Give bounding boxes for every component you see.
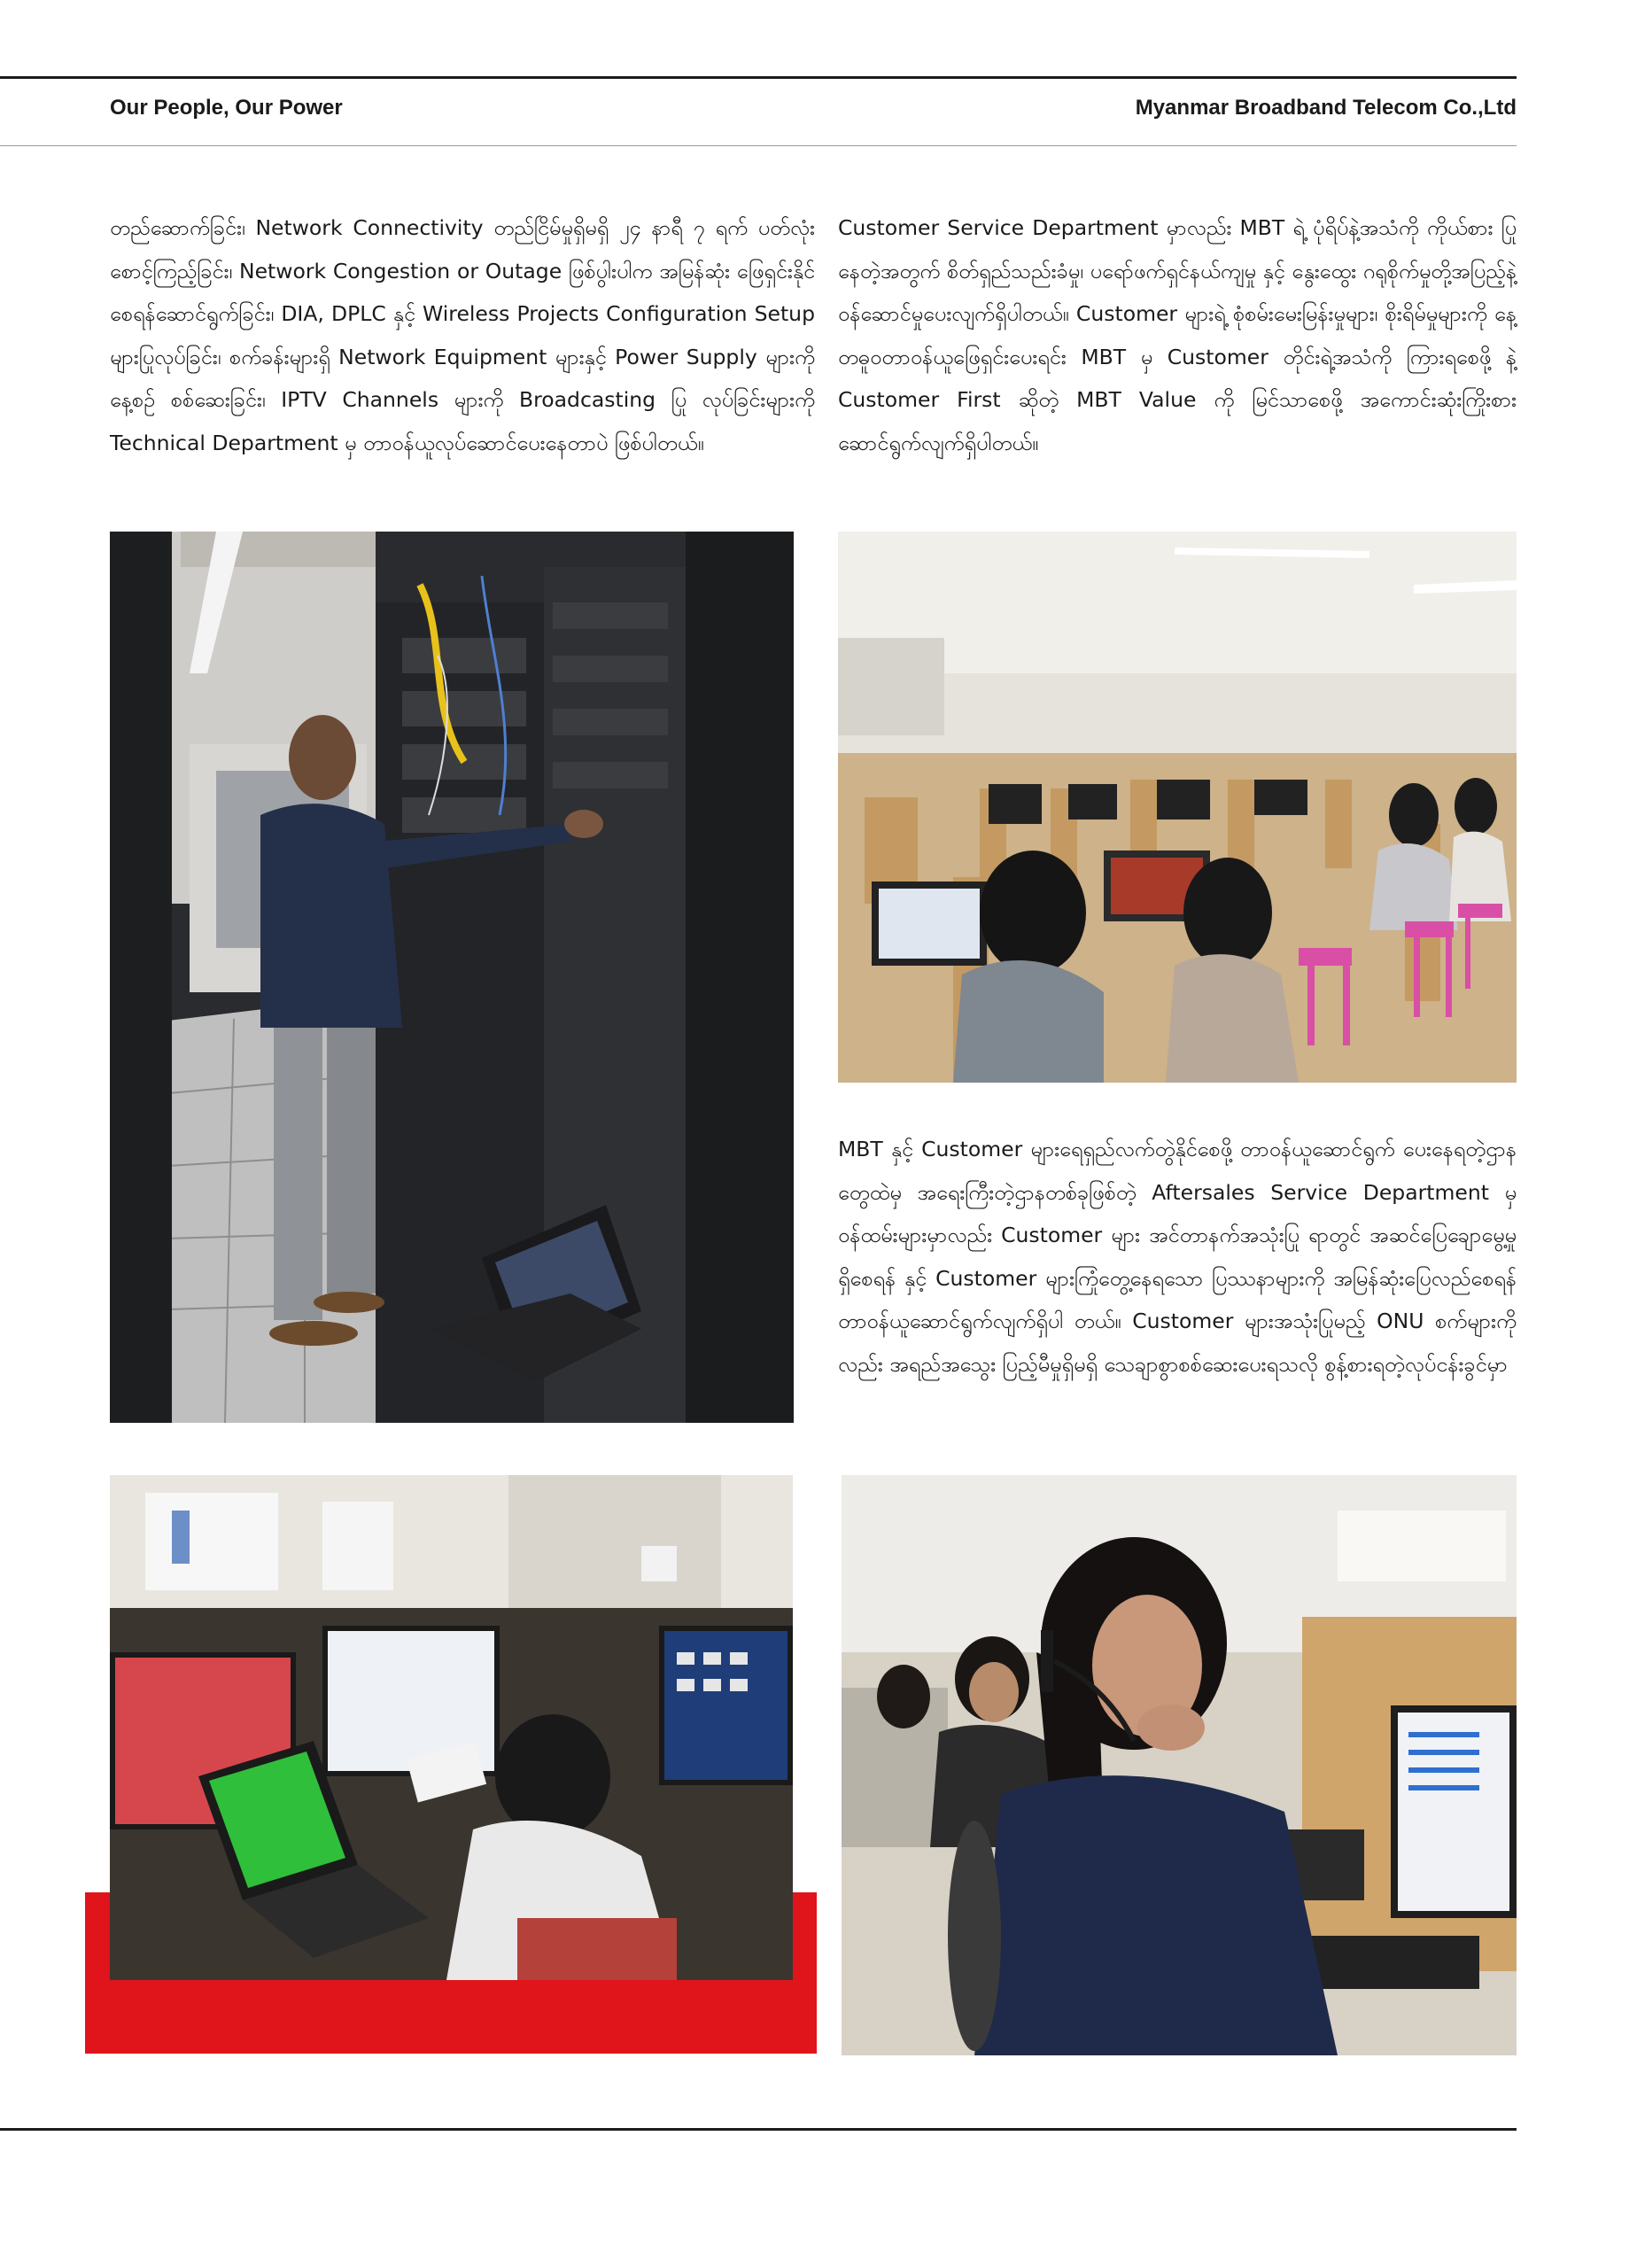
call-center-photo: [838, 532, 1517, 1083]
technical-department-paragraph: တည်ဆောက်ခြင်း၊ Network Connectivity တည်ငြိမ်မှုရှိမရှိ ၂၄ နာရီ ၇ ရက် ပတ်လုံးစောင့်ကြည့်ခြင်း၊ Network Congestion or Outage ဖြစ်ပွါးပါက အမြန်ဆုံး ဖြေရှင်းနိုင်စေရန်ဆောင်ရွက်ခြင်း၊ DIA, DPLC နှင့် Wireless Projects Configuration Setup များပြုလုပ်ခြင်း၊ စက်ခန်းများရှိ Network Equipment များနှင့် Power Supply များကို နေ့စဉ် စစ်ဆေးခြင်း၊ IPTV Channels များကို Broadcasting ပြု လုပ်ခြင်းများကို Technical Department မှ တာဝန်ယူလုပ်ဆောင်ပေးနေတာပဲ ဖြစ်ပါတယ်။: [110, 215, 815, 455]
aftersales-agent-photo: [842, 1475, 1517, 2055]
header-top-rule: [0, 76, 1517, 79]
header-right-title: Myanmar Broadband Telecom Co.,Ltd: [1135, 96, 1517, 120]
aftersales-service-paragraph: MBT နှင့် Customer များရေရှည်လက်တွဲနိုင်စေဖို့ တာဝန်ယူဆောင်ရွက် ပေးနေရတဲ့ဌာနတွေထဲမှ အရေးကြီးတဲ့ဌာနတစ်ခုဖြစ်တဲ့ Aftersales Service Department မှ ဝန်ထမ်းများမှာလည်း Customer များ အင်တာနက်အသုံးပြု ရာတွင် အဆင်ပြေချောမွေ့မှုရှိစေရန် နှင့် Customer များကြုံတွေ့နေရသော ပြဿနာများကို အမြန်ဆုံးပြေလည်စေရန် တာဝန်ယူဆောင်ရွက်လျက်ရှိပါ တယ်။ Customer များအသုံးပြုမည့် ONU စက်များကိုလည်း အရည်အသွေး ပြည့်မီမှုရှိမရှိ သေချာစွာစစ်ဆေးပေးရသလို စွန့်စားရတဲ့လုပ်ငန်းခွင်မှာ: [838, 1137, 1517, 1377]
customer-service-paragraph: Customer Service Department မှာလည်း MBT ရဲ့ ပုံရိပ်နဲ့အသံကို ကိုယ်စား ပြုနေတဲ့အတွက် စိတ်ရှည်သည်းခံမှု၊ ပရော်ဖက်ရှင်နယ်ကျမှု နှင့် နွေးထွေး ဂရုစိုက်မှုတို့အပြည့်နဲ့ ဝန်ဆောင်မှုပေးလျက်ရှိပါတယ်။ Customer များရဲ့ စုံစမ်းမေးမြန်းမှုများ၊ စိုးရိမ်မှုများကို နေ့တဓူဝတာဝန်ယူဖြေရှင်းပေးရင်း MBT မှ Customer တိုင်းရဲ့အသံကို ကြားရစေဖို့ နဲ့ Customer First ဆိုတဲ့ MBT Value ကို မြင်သာစေဖို့ အကောင်းဆုံးကြိုးစားဆောင်ရွက်လျက်ရှိပါတယ်။: [838, 215, 1517, 455]
server-room-photo: [110, 532, 794, 1423]
header-bottom-rule: [0, 145, 1517, 146]
header-left-title: Our People, Our Power: [110, 96, 343, 120]
footer-rule: [0, 2128, 1517, 2131]
noc-monitoring-photo: [110, 1475, 793, 1980]
